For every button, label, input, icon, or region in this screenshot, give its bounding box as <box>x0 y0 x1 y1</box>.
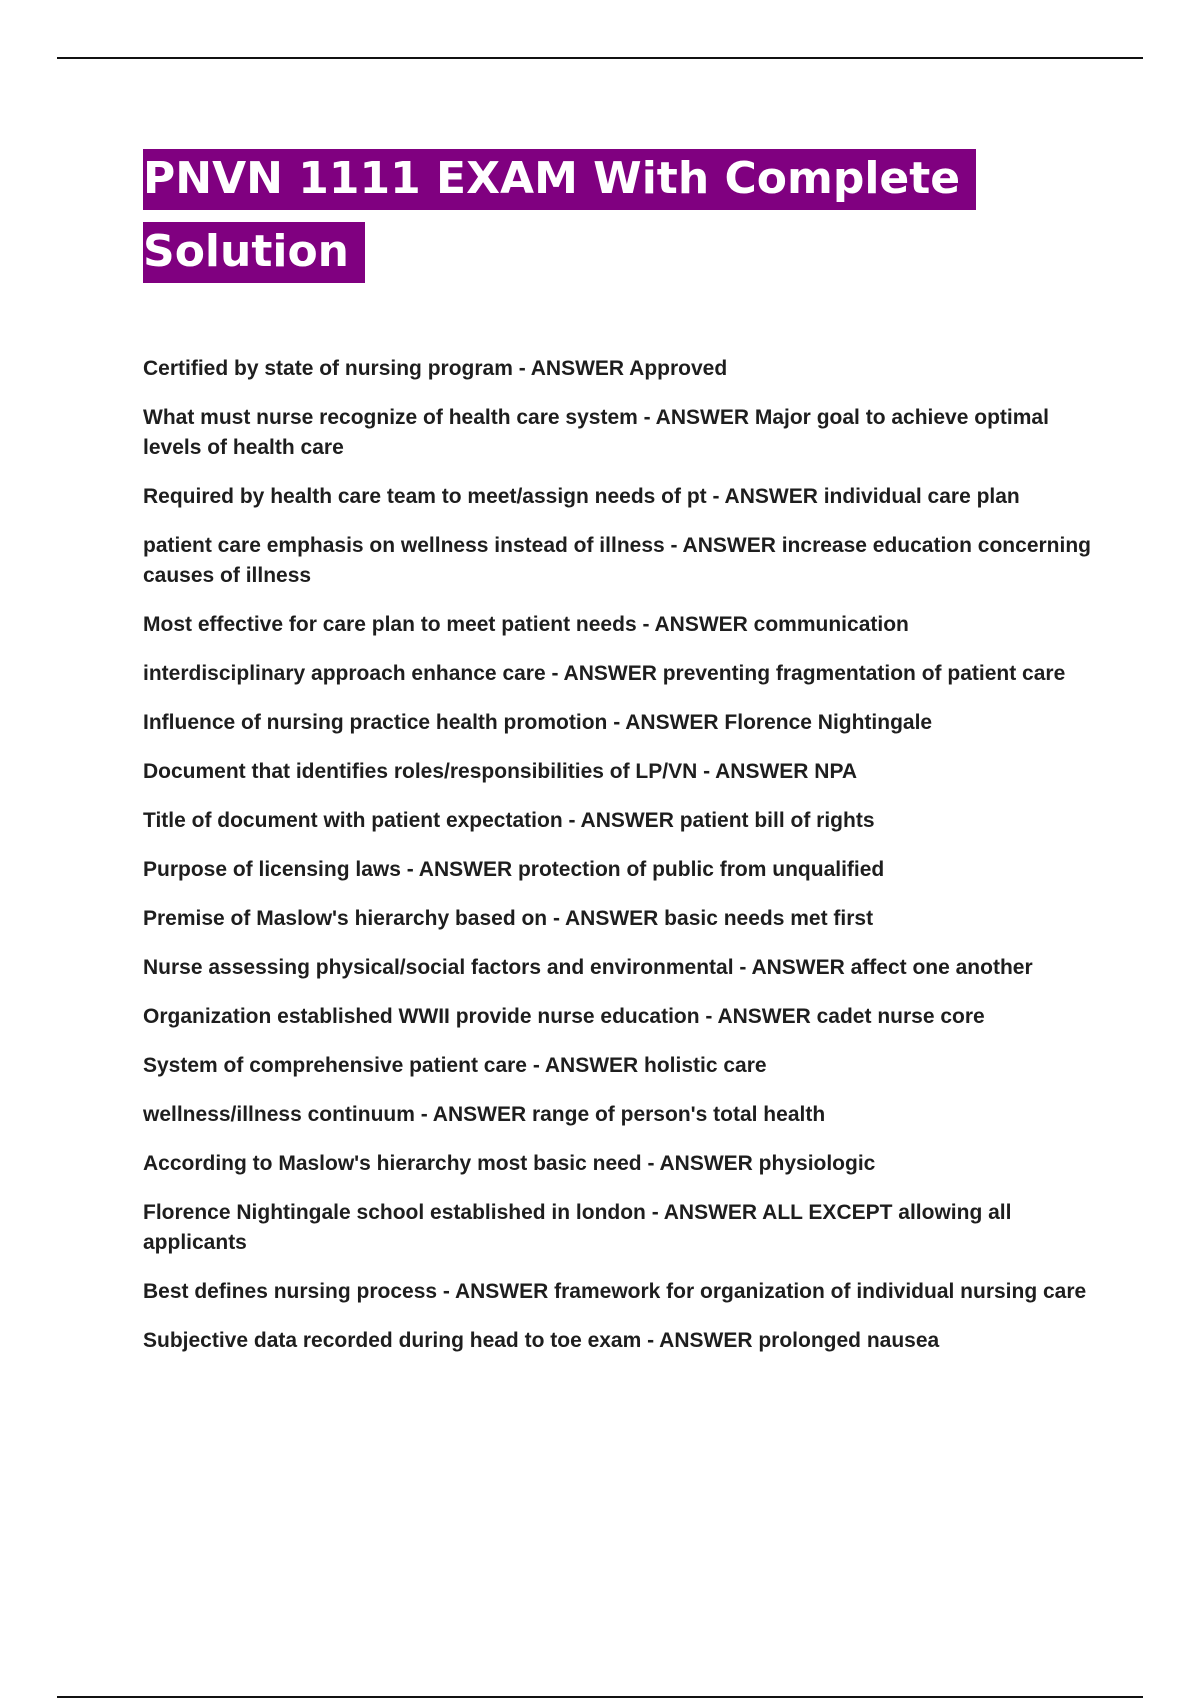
qa-item: Influence of nursing practice health promotion - ANSWER Florence Nightingale <box>143 711 933 734</box>
footer-rule <box>57 1696 1143 1698</box>
qa-item: According to Maslow's hierarchy most basic need - ANSWER physiologic <box>143 1152 876 1175</box>
header-rule <box>57 57 1143 59</box>
qa-item: Document that identifies roles/responsibilities of LP/VN - ANSWER NPA <box>143 760 858 783</box>
qa-item: interdisciplinary approach enhance care - ANSWER preventing fragmentation of patient care <box>143 662 1066 685</box>
qa-item: Premise of Maslow's hierarchy based on - ANSWER basic needs met first <box>143 907 874 930</box>
page-title <box>143 142 1043 288</box>
qa-item: Subjective data recorded during head to toe exam - ANSWER prolonged nausea <box>143 1329 940 1352</box>
qa-item: Purpose of licensing laws - ANSWER protection of public from unqualified <box>143 858 885 881</box>
title-line-1: PNVN 1111 EXAM With Complete <box>143 149 976 210</box>
qa-item: What must nurse recognize of health care system - ANSWER Major goal to achieve optimal levels of health care <box>143 406 1049 459</box>
qa-item: Certified by state of nursing program - ANSWER Approved <box>143 357 728 380</box>
qa-item: wellness/illness continuum - ANSWER range of person's total health <box>143 1103 826 1126</box>
qa-item: Title of document with patient expectation - ANSWER patient bill of rights <box>143 809 875 832</box>
qa-item: Organization established WWII provide nurse education - ANSWER cadet nurse core <box>143 1005 985 1028</box>
qa-item: System of comprehensive patient care - ANSWER holistic care <box>143 1054 767 1077</box>
qa-item: Florence Nightingale school established in london - ANSWER ALL EXCEPT allowing all applicants <box>143 1201 1012 1254</box>
qa-item: Nurse assessing physical/social factors and environmental - ANSWER affect one another <box>143 956 1033 979</box>
qa-list <box>143 354 1093 1375</box>
qa-item: Most effective for care plan to meet patient needs - ANSWER communication <box>143 613 909 636</box>
title-line-2: Solution <box>143 222 365 283</box>
qa-item: Best defines nursing process - ANSWER framework for organization of individual nursing care <box>143 1280 1087 1303</box>
qa-item: Required by health care team to meet/assign needs of pt - ANSWER individual care plan <box>143 485 1020 508</box>
qa-item: patient care emphasis on wellness instead of illness - ANSWER increase education concerning causes of illness <box>143 534 1091 587</box>
